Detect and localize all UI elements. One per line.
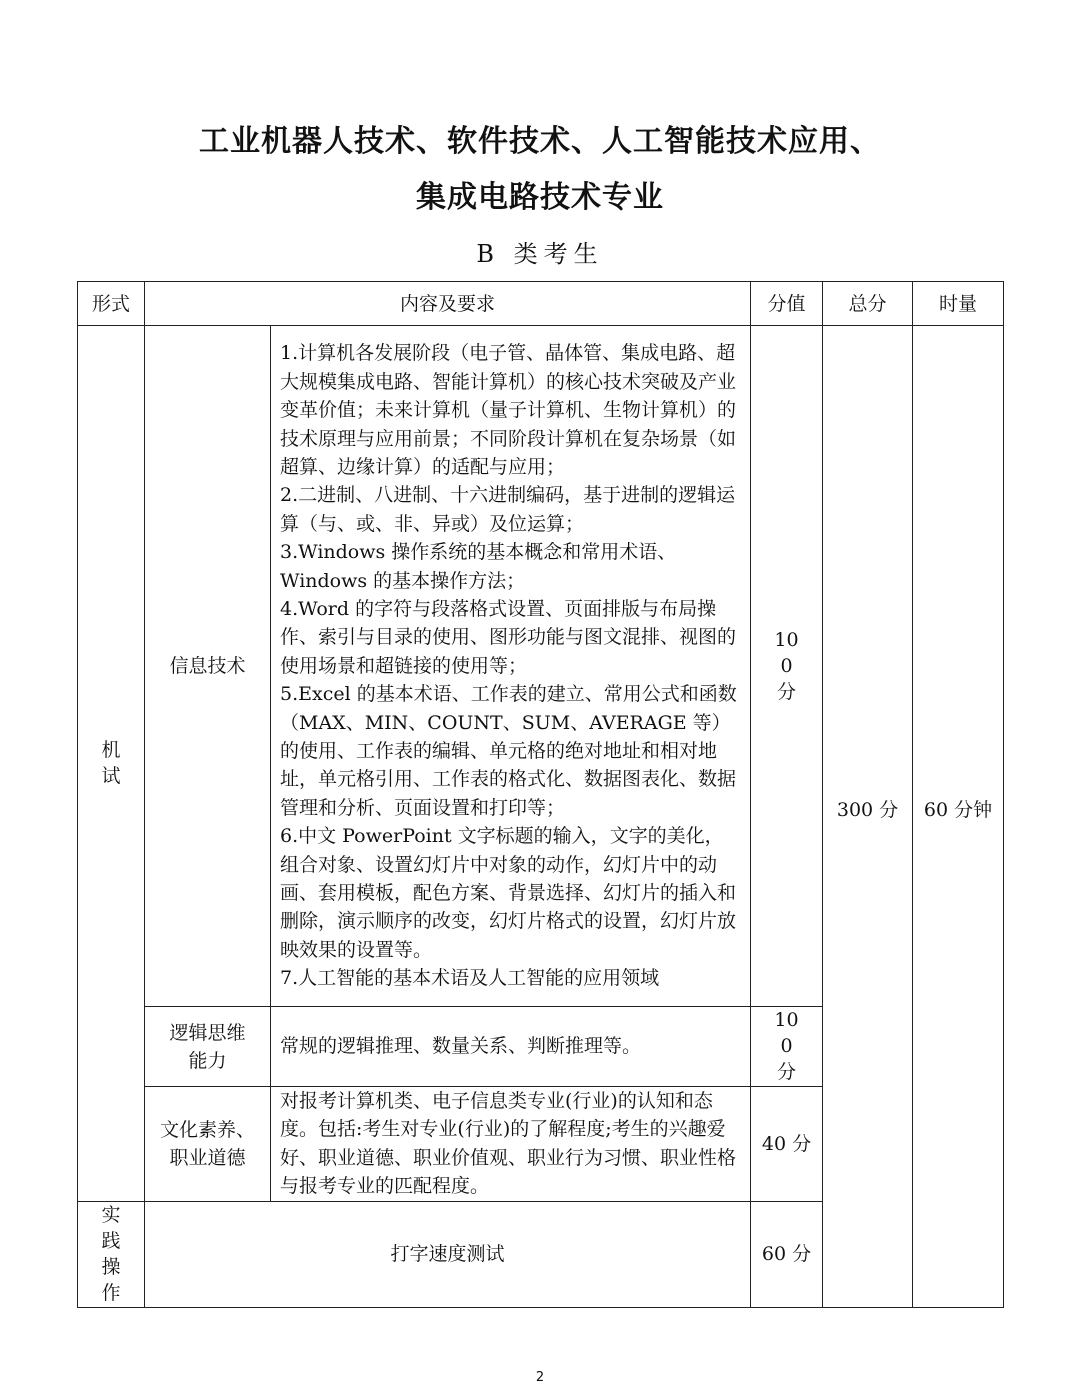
category-cell: 文化素养、职业道德: [145, 1087, 271, 1202]
exam-table: [77, 281, 1004, 1308]
header-duration: 时量: [913, 282, 1004, 326]
content-item: 4.Word 的字符与段落格式设置、页面排版与布局操作、索引与目录的使用、图形功能与图文混排、视图的使用场景和超链接的使用等；: [280, 597, 737, 677]
score-cell: 60 分: [751, 1201, 823, 1307]
header-form: 形式: [78, 282, 145, 326]
score-cell: 40 分: [751, 1087, 823, 1202]
form-cell-machine-test: [78, 326, 145, 1202]
category-cell: 信息技术: [145, 326, 271, 1007]
content-cell: 打字速度测试: [145, 1201, 751, 1307]
content-cell: 对报考计算机类、电子信息类专业(行业)的认知和态度。包括:考生对专业(行业)的了解程度;考生的兴趣爱好、职业道德、职业价值观、职业行为习惯、职业性格与报考专业的匹配程度。: [271, 1087, 751, 1202]
content-item: 2.二进制、八进制、十六进制编码，基于进制的逻辑运算（与、或、非、异或）及位运算；: [280, 484, 736, 535]
page-number: 2: [535, 1370, 545, 1385]
category-cell: 逻辑思维能力: [145, 1007, 271, 1087]
content-item: 3.Windows 操作系统的基本概念和常用术语、Windows 的基本操作方法；: [280, 541, 677, 592]
content-cell: [271, 326, 751, 1007]
form-label: 机试: [101, 738, 121, 787]
form-label: 实践操作: [101, 1203, 121, 1304]
header-total: 总分: [823, 282, 913, 326]
document-title-line-1: 工业机器人技术、软件技术、人工智能技术应用、: [199, 124, 881, 159]
content-cell: 常规的逻辑推理、数量关系、判断推理等。: [271, 1007, 751, 1087]
content-item: 1.计算机各发展阶段（电子管、晶体管、集成电路、超大规模集成电路、智能计算机）的核心技术突破及产业变革价值；未来计算机（量子计算机、生物计算机）的技术原理与应用前景；不同阶段计算机在复杂场景（如超算、边缘计算）的适配与应用；: [280, 342, 737, 478]
score-cell: 100 分: [751, 326, 823, 1007]
table-header-row: [78, 282, 1004, 326]
document-subtitle: B 类考生: [476, 240, 604, 268]
document-title-line-2: 集成电路技术专业: [416, 180, 664, 215]
content-item: 5.Excel 的基本术语、工作表的建立、常用公式和函数（MAX、MIN、COUNT、SUM、AVERAGE 等）的使用、工作表的编辑、单元格的绝对地址和相对地址，单元格引用、工作表的格式化、数据图表化、数据管理和分析、页面设置和打印等；: [280, 683, 737, 819]
content-item: 6.中文 PowerPoint 文字标题的输入，文字的美化，组合对象、设置幻灯片中对象的动作，幻灯片中的动画、套用模板，配色方案、背景选择、幻灯片的插入和删除，演示顺序的改变，幻灯片格式的设置，幻灯片放映效果的设置等。: [280, 825, 737, 961]
score-cell: 100 分: [751, 1007, 823, 1087]
header-content: 内容及要求: [145, 282, 751, 326]
duration-cell: 60 分钟: [913, 326, 1004, 1308]
content-item: 7.人工智能的基本术语及人工智能的应用领域: [280, 967, 660, 990]
header-score: 分值: [751, 282, 823, 326]
table-row: [78, 326, 1004, 1007]
form-cell-practice: [78, 1201, 145, 1307]
total-score-cell: 300 分: [823, 326, 913, 1308]
